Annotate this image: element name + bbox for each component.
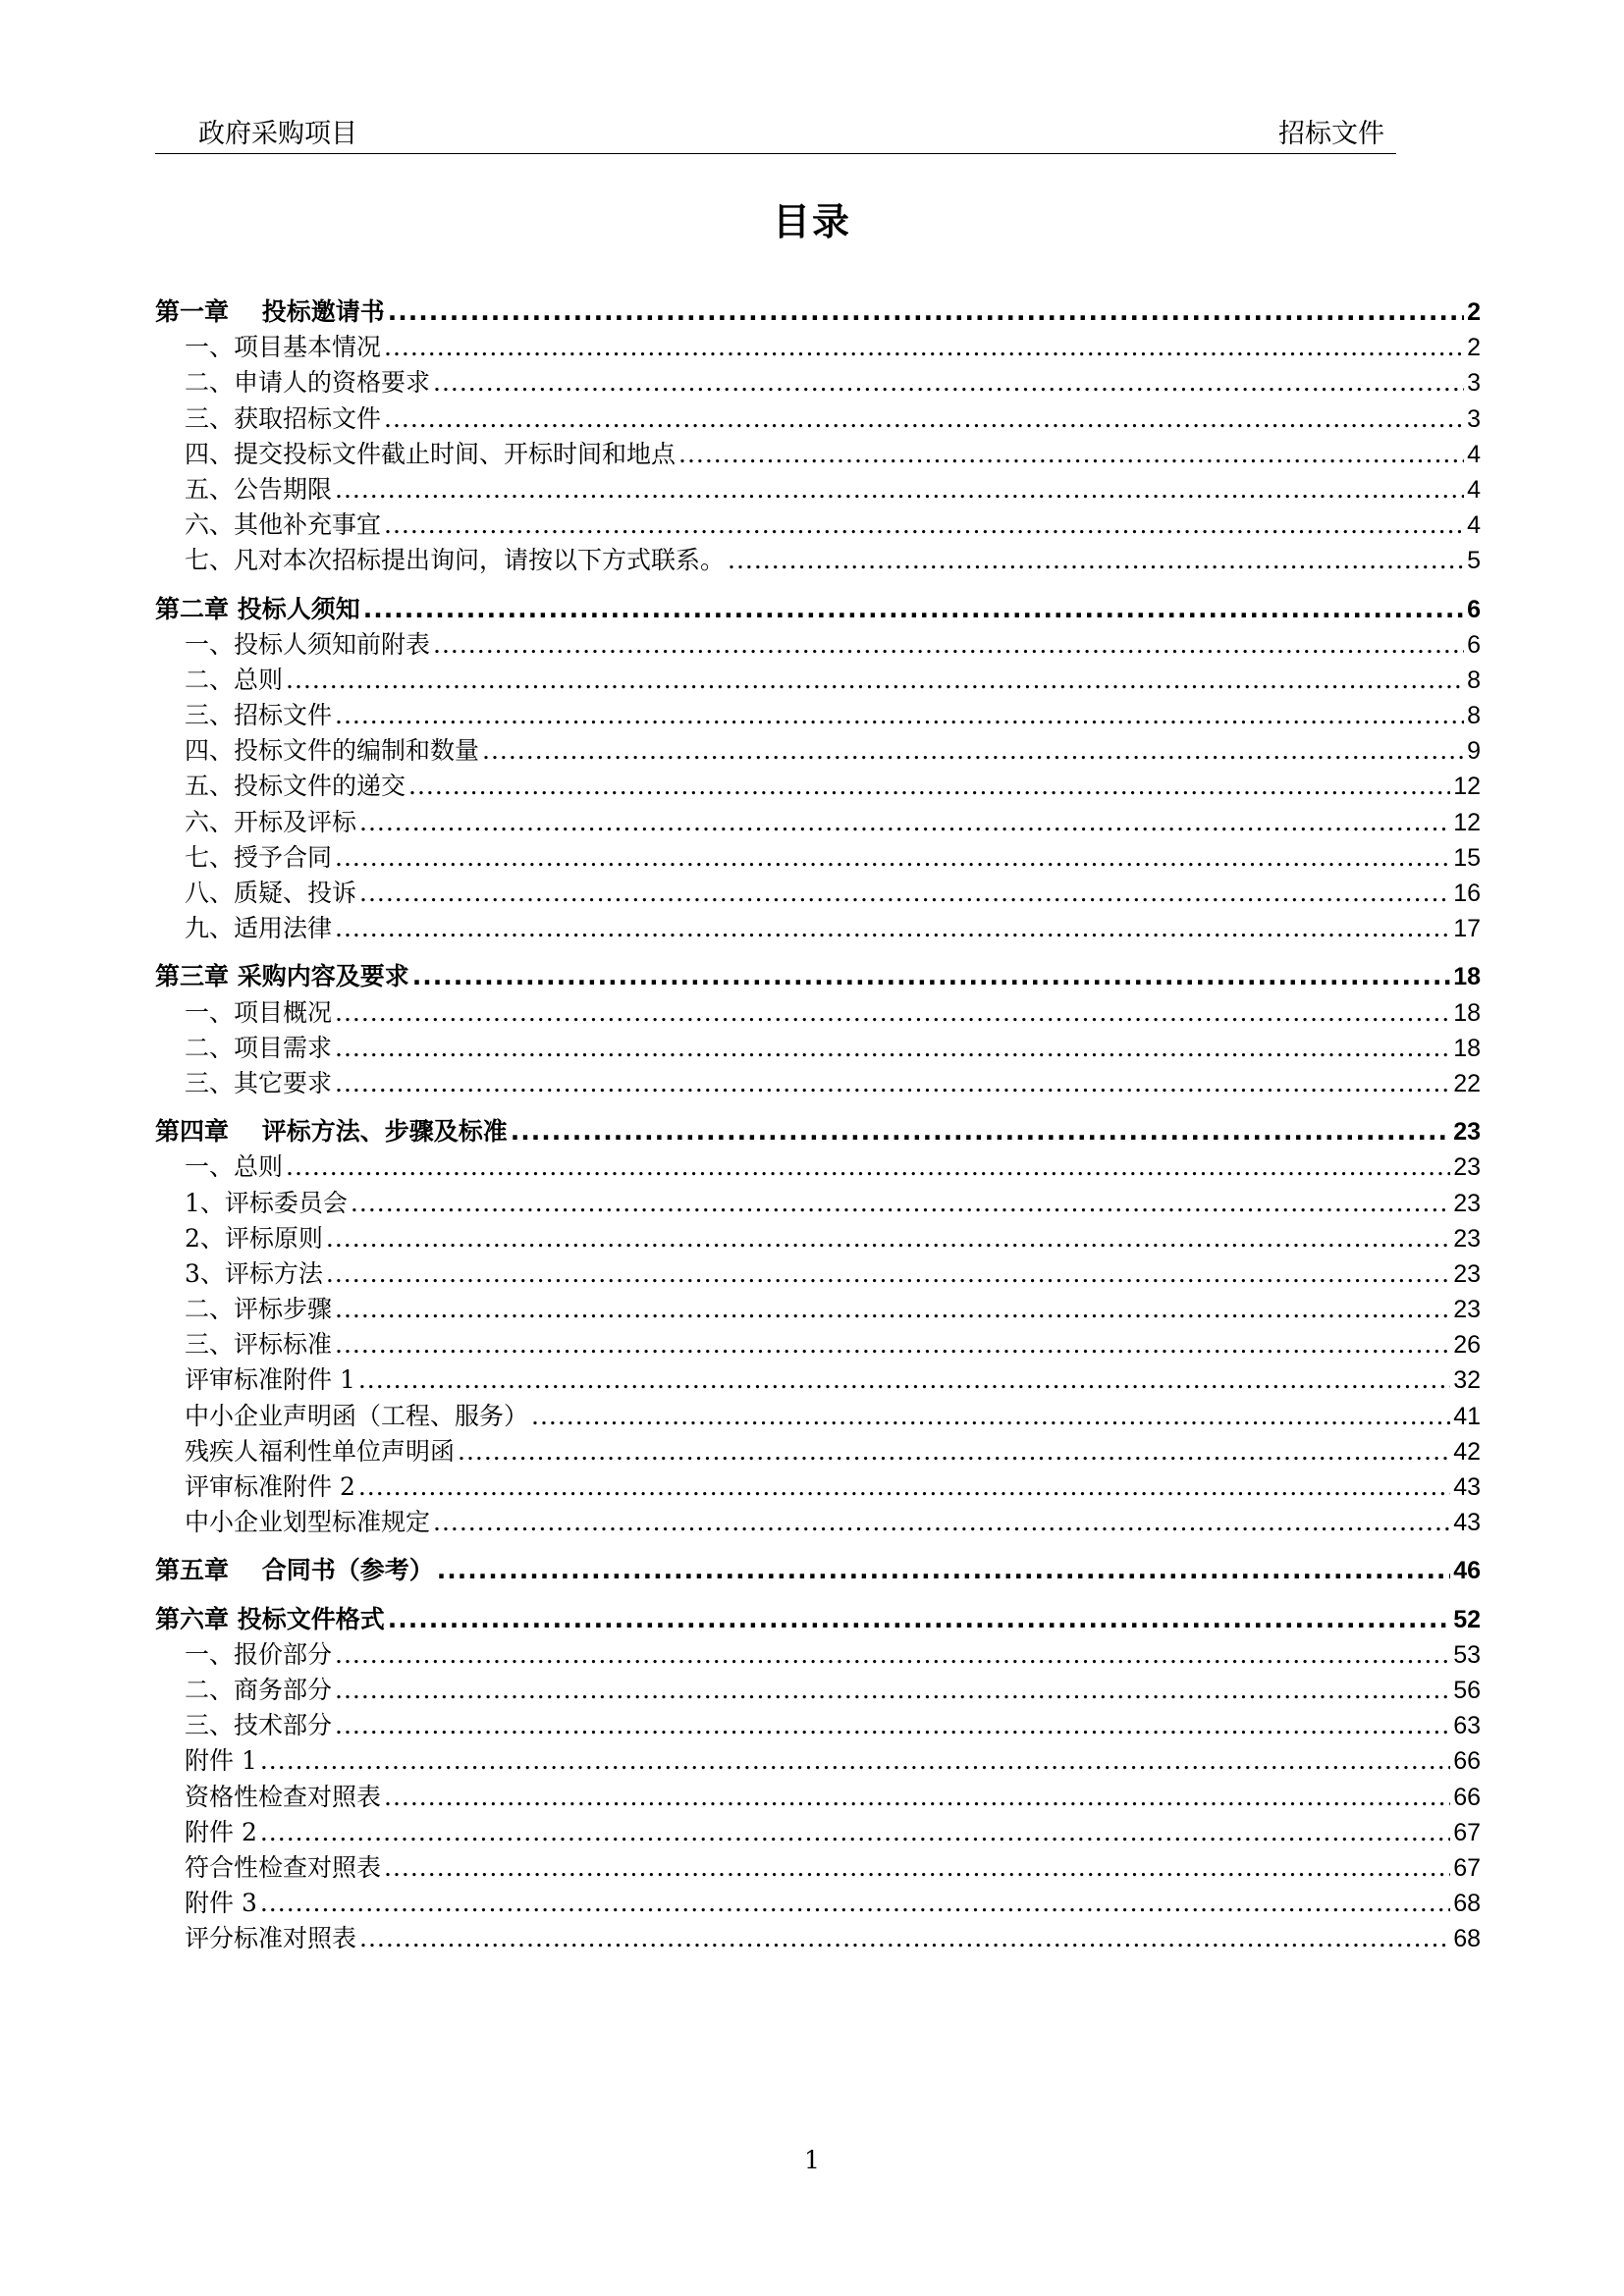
dot-leader — [384, 1780, 1450, 1815]
dot-leader — [335, 911, 1450, 946]
dot-leader — [335, 698, 1464, 733]
dot-leader — [384, 401, 1464, 437]
toc-section-entry[interactable] — [155, 1292, 1481, 1327]
toc-entry-label: 中小企业声明函（工程、服务） — [185, 1401, 529, 1430]
toc-entry-label: 六、其他补充事宜 — [185, 510, 382, 540]
toc-entry-page: 46 — [1453, 1557, 1481, 1585]
toc-entry-label: 附件 1 — [185, 1746, 257, 1776]
toc-section-entry[interactable] — [155, 1673, 1481, 1708]
table-of-contents — [155, 282, 1481, 1956]
dot-leader — [359, 1921, 1450, 1956]
dot-leader — [408, 769, 1450, 804]
toc-entry-page: 6 — [1467, 630, 1481, 659]
toc-section-entry[interactable] — [155, 1469, 1481, 1505]
toc-section-entry[interactable] — [155, 1066, 1481, 1101]
toc-entry-page: 68 — [1453, 1925, 1481, 1953]
toc-entry-page: 12 — [1453, 773, 1481, 801]
toc-entry-page: 41 — [1453, 1402, 1481, 1430]
toc-section-entry[interactable] — [155, 472, 1481, 507]
toc-entry-page: 9 — [1467, 737, 1481, 766]
toc-entry-page: 23 — [1453, 1153, 1481, 1182]
toc-section-entry[interactable] — [155, 1708, 1481, 1743]
toc-section-entry[interactable] — [155, 698, 1481, 733]
toc-section-entry[interactable] — [155, 1186, 1481, 1221]
header-left-text: 政府采购项目 — [198, 119, 357, 149]
dot-leader — [363, 592, 1464, 627]
toc-entry-page: 63 — [1453, 1712, 1481, 1740]
dot-leader — [286, 1149, 1450, 1185]
dot-leader — [384, 1850, 1450, 1886]
toc-entry-page: 56 — [1453, 1676, 1481, 1704]
toc-entry-label: 评审标准附件 1 — [185, 1365, 355, 1395]
toc-section-entry[interactable] — [155, 1505, 1481, 1540]
dot-leader — [351, 1186, 1450, 1221]
page-number: 1 — [804, 2146, 820, 2174]
toc-section-entry[interactable] — [155, 1362, 1481, 1398]
toc-section-entry[interactable] — [155, 437, 1481, 472]
toc-entry-label: 附件 3 — [185, 1889, 257, 1918]
dot-leader — [335, 995, 1450, 1031]
toc-entry-label: 评分标准对照表 — [185, 1924, 357, 1953]
toc-entry-label: 2、评标原则 — [185, 1223, 323, 1253]
toc-section-entry[interactable] — [155, 1149, 1481, 1185]
dot-leader — [358, 1362, 1450, 1398]
dot-leader — [437, 1553, 1450, 1588]
toc-entry-label: 第二章 投标人须知 — [155, 594, 360, 623]
toc-entry-page: 12 — [1453, 808, 1481, 836]
dot-leader — [384, 330, 1464, 365]
toc-entry-label: 二、申请人的资格要求 — [185, 368, 431, 398]
toc-entry-label: 资格性检查对照表 — [185, 1782, 382, 1811]
dot-leader — [531, 1399, 1450, 1434]
toc-chapter-entry[interactable] — [155, 1602, 1481, 1637]
toc-entry-page: 4 — [1467, 475, 1481, 504]
toc-section-entry[interactable] — [155, 1886, 1481, 1921]
toc-section-entry[interactable] — [155, 1327, 1481, 1362]
dot-leader — [335, 1673, 1450, 1708]
dot-leader — [335, 840, 1450, 876]
toc-entry-page: 2 — [1467, 298, 1481, 326]
toc-entry-label: 第一章 投标邀请书 — [155, 297, 385, 326]
toc-entry-label: 一、报价部分 — [185, 1639, 333, 1669]
toc-entry-page: 23 — [1453, 1224, 1481, 1253]
dot-leader — [326, 1256, 1450, 1292]
toc-entry-page: 52 — [1453, 1605, 1481, 1633]
dot-leader — [335, 1327, 1450, 1362]
toc-entry-page: 23 — [1453, 1259, 1481, 1288]
dot-leader — [286, 663, 1464, 698]
toc-entry-label: 一、总则 — [185, 1152, 284, 1182]
toc-entry-page: 67 — [1453, 1818, 1481, 1846]
toc-entry-page: 68 — [1453, 1890, 1481, 1918]
toc-section-entry[interactable] — [155, 769, 1481, 804]
toc-entry-label: 第四章 评标方法、步骤及标准 — [155, 1117, 508, 1147]
dot-leader — [384, 507, 1464, 543]
toc-section-entry[interactable] — [155, 840, 1481, 876]
toc-entry-page: 43 — [1453, 1509, 1481, 1537]
toc-entry-label: 第六章 投标文件格式 — [155, 1604, 385, 1633]
dot-leader — [335, 1637, 1450, 1673]
dot-leader — [678, 437, 1464, 472]
dot-leader — [326, 1221, 1450, 1256]
toc-entry-label: 二、评标步骤 — [185, 1295, 333, 1324]
header-right-text: 招标文件 — [1278, 119, 1384, 149]
toc-entry-page: 66 — [1453, 1747, 1481, 1776]
toc-section-entry[interactable] — [155, 1743, 1481, 1779]
toc-entry-page: 4 — [1467, 440, 1481, 468]
toc-entry-page: 22 — [1453, 1069, 1481, 1097]
toc-section-entry[interactable] — [155, 543, 1481, 578]
dot-leader — [433, 365, 1464, 400]
toc-section-entry[interactable] — [155, 1780, 1481, 1815]
toc-entry-page: 42 — [1453, 1437, 1481, 1466]
page-header — [155, 118, 1396, 154]
toc-entry-page: 43 — [1453, 1473, 1481, 1501]
toc-entry-label: 二、项目需求 — [185, 1033, 333, 1062]
toc-entry-page: 23 — [1453, 1296, 1481, 1324]
toc-entry-label: 第三章 采购内容及要求 — [155, 962, 409, 991]
toc-entry-page: 67 — [1453, 1853, 1481, 1882]
toc-entry-label: 二、商务部分 — [185, 1675, 333, 1704]
toc-entry-label: 七、授予合同 — [185, 842, 333, 872]
toc-entry-page: 23 — [1453, 1189, 1481, 1217]
toc-entry-label: 三、获取招标文件 — [185, 403, 382, 433]
toc-entry-label: 五、投标文件的递交 — [185, 772, 406, 801]
toc-entry-label: 1、评标委员会 — [185, 1188, 348, 1217]
toc-chapter-entry[interactable] — [155, 592, 1481, 627]
toc-entry-label: 七、凡对本次招标提出询问，请按以下方式联系。 — [185, 546, 726, 575]
toc-entry-page: 15 — [1453, 843, 1481, 872]
toc-entry-label: 九、适用法律 — [185, 914, 333, 943]
toc-section-entry[interactable] — [155, 627, 1481, 663]
toc-entry-page: 5 — [1467, 547, 1481, 575]
toc-entry-label: 四、投标文件的编制和数量 — [185, 736, 480, 766]
toc-entry-label: 一、项目基本情况 — [185, 333, 382, 362]
toc-entry-label: 符合性检查对照表 — [185, 1852, 382, 1882]
page-title: 目录 — [772, 199, 851, 243]
toc-entry-page: 53 — [1453, 1640, 1481, 1669]
dot-leader — [388, 1602, 1450, 1637]
toc-section-entry[interactable] — [155, 1850, 1481, 1886]
toc-section-entry[interactable] — [155, 1921, 1481, 1956]
toc-entry-label: 残疾人福利性单位声明函 — [185, 1436, 456, 1466]
toc-section-entry[interactable] — [155, 365, 1481, 400]
toc-entry-page: 2 — [1467, 334, 1481, 362]
dot-leader — [728, 543, 1464, 578]
toc-section-entry[interactable] — [155, 401, 1481, 437]
dot-leader — [335, 1066, 1450, 1101]
dot-leader — [388, 294, 1464, 330]
toc-section-entry[interactable] — [155, 911, 1481, 946]
toc-entry-page: 18 — [1453, 963, 1481, 991]
dot-leader — [260, 1886, 1450, 1921]
dot-leader — [433, 627, 1464, 663]
toc-section-entry[interactable] — [155, 1031, 1481, 1066]
dot-leader — [359, 876, 1450, 911]
toc-entry-label: 附件 2 — [185, 1817, 257, 1846]
toc-section-entry[interactable] — [155, 1815, 1481, 1850]
dot-leader — [482, 733, 1464, 769]
toc-entry-page: 8 — [1467, 702, 1481, 730]
toc-entry-label: 一、项目概况 — [185, 997, 333, 1027]
dot-leader — [335, 1292, 1450, 1327]
toc-entry-label: 四、提交投标文件截止时间、开标时间和地点 — [185, 439, 677, 468]
toc-entry-label: 三、技术部分 — [185, 1711, 333, 1740]
toc-chapter-entry[interactable] — [155, 1114, 1481, 1149]
toc-entry-page: 23 — [1453, 1118, 1481, 1147]
toc-section-entry[interactable] — [155, 995, 1481, 1031]
dot-leader — [458, 1434, 1450, 1469]
toc-entry-label: 五、公告期限 — [185, 474, 333, 504]
toc-section-entry[interactable] — [155, 1637, 1481, 1673]
toc-entry-page: 3 — [1467, 369, 1481, 398]
dot-leader — [359, 805, 1450, 840]
toc-entry-page: 18 — [1453, 1034, 1481, 1062]
toc-section-entry[interactable] — [155, 733, 1481, 769]
toc-entry-label: 第五章 合同书（参考） — [155, 1556, 434, 1585]
toc-section-entry[interactable] — [155, 330, 1481, 365]
dot-leader — [358, 1469, 1450, 1505]
toc-entry-label: 中小企业划型标准规定 — [185, 1508, 431, 1537]
toc-chapter-entry[interactable] — [155, 1553, 1481, 1588]
toc-entry-label: 二、总则 — [185, 665, 284, 694]
dot-leader — [433, 1505, 1450, 1540]
toc-entry-page: 18 — [1453, 998, 1481, 1027]
dot-leader — [260, 1743, 1450, 1779]
dot-leader — [511, 1114, 1450, 1149]
dot-leader — [335, 1031, 1450, 1066]
dot-leader — [412, 959, 1450, 994]
toc-entry-label: 评审标准附件 2 — [185, 1472, 355, 1501]
toc-entry-label: 3、评标方法 — [185, 1258, 323, 1288]
toc-entry-page: 4 — [1467, 511, 1481, 540]
toc-entry-label: 三、评标标准 — [185, 1330, 333, 1360]
toc-entry-page: 66 — [1453, 1783, 1481, 1811]
toc-section-entry[interactable] — [155, 663, 1481, 698]
dot-leader — [335, 472, 1464, 507]
toc-section-entry[interactable] — [155, 876, 1481, 911]
toc-section-entry[interactable] — [155, 1221, 1481, 1256]
toc-entry-label: 八、质疑、投诉 — [185, 879, 357, 907]
toc-entry-label: 三、其它要求 — [185, 1068, 333, 1097]
toc-entry-page: 26 — [1453, 1331, 1481, 1360]
toc-section-entry[interactable] — [155, 1399, 1481, 1434]
toc-section-entry[interactable] — [155, 805, 1481, 840]
toc-entry-page: 17 — [1453, 915, 1481, 943]
toc-chapter-entry[interactable] — [155, 959, 1481, 994]
toc-section-entry[interactable] — [155, 507, 1481, 543]
toc-entry-page: 6 — [1467, 595, 1481, 623]
dot-leader — [260, 1815, 1450, 1850]
toc-entry-label: 三、招标文件 — [185, 701, 333, 730]
toc-entry-label: 一、投标人须知前附表 — [185, 629, 431, 659]
toc-entry-page: 32 — [1453, 1366, 1481, 1395]
toc-entry-page: 16 — [1453, 880, 1481, 907]
toc-entry-page: 3 — [1467, 404, 1481, 433]
toc-section-entry[interactable] — [155, 1434, 1481, 1469]
toc-entry-label: 六、开标及评标 — [185, 807, 357, 836]
toc-chapter-entry[interactable] — [155, 294, 1481, 330]
toc-section-entry[interactable] — [155, 1256, 1481, 1292]
toc-entry-page: 8 — [1467, 666, 1481, 694]
dot-leader — [335, 1708, 1450, 1743]
